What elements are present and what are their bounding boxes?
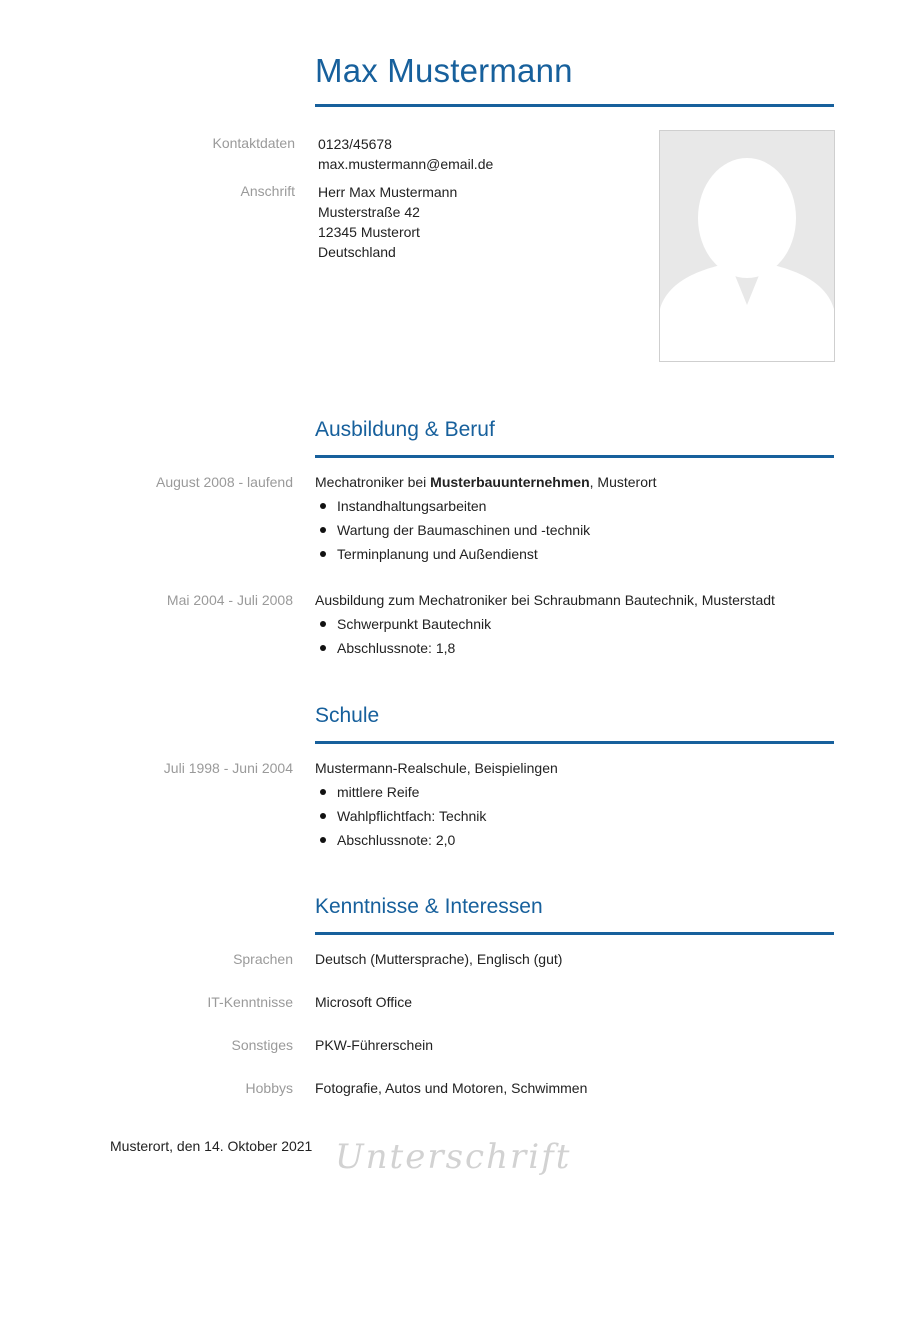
profile-photo-placeholder [659, 130, 835, 362]
phone-number: 0123/45678 [318, 136, 392, 152]
section-title-skills: Kenntnisse & Interessen [315, 895, 543, 918]
section-divider [315, 455, 834, 458]
bullet-item: Schwerpunkt Bautechnik [315, 612, 491, 636]
address-line: 12345 Musterort [318, 224, 420, 240]
signature: Unterschrift [335, 1137, 572, 1177]
section-divider [315, 932, 834, 935]
entry-bullets [315, 494, 590, 566]
bullet-item: mittlere Reife [315, 780, 486, 804]
section-divider [315, 741, 834, 744]
section-title-career: Ausbildung & Beruf [315, 418, 495, 441]
entry-date: Mai 2004 - Juli 2008 [166, 592, 293, 608]
skill-label: IT-Kenntnisse [207, 994, 293, 1010]
bullet-item: Wartung der Baumaschinen und -technik [315, 518, 590, 542]
skill-label: Sonstiges [231, 1037, 293, 1053]
address-line: Musterstraße 42 [318, 204, 420, 220]
section-title-school: Schule [315, 704, 380, 727]
entry-bullets [315, 780, 486, 852]
address-label: Anschrift [240, 183, 295, 199]
contact-label: Kontaktdaten [212, 135, 295, 151]
bullet-item: Instandhaltungsarbeiten [315, 494, 590, 518]
bullet-item: Terminplanung und Außendienst [315, 542, 590, 566]
address-line: Herr Max Mustermann [318, 184, 458, 200]
bullet-item: Abschlussnote: 1,8 [315, 636, 491, 660]
contact-block [318, 134, 493, 174]
place-date: Musterort, den 14. Oktober 2021 [110, 1138, 313, 1154]
company-name: Musterbauunternehmen [430, 474, 590, 490]
skill-label: Hobbys [245, 1080, 293, 1096]
entry-title: Mustermann-Realschule, Beispielingen [315, 760, 558, 776]
name-divider [315, 104, 834, 107]
address-block [318, 182, 457, 262]
address-line: Deutschland [318, 244, 396, 260]
entry-title: Mechatroniker bei Musterbauunternehmen, Musterort [315, 474, 657, 490]
entry-bullets [315, 612, 491, 660]
bullet-item: Abschlussnote: 2,0 [315, 828, 486, 852]
skill-label: Sprachen [233, 951, 293, 967]
entry-date: August 2008 - laufend [156, 474, 293, 490]
entry-date: Juli 1998 - Juni 2004 [163, 760, 293, 776]
bullet-item: Wahlpflichtfach: Technik [315, 804, 486, 828]
skill-value: Deutsch (Muttersprache), Englisch (gut) [315, 951, 563, 967]
skill-value: PKW-Führerschein [315, 1037, 434, 1053]
skill-value: Microsoft Office [315, 994, 412, 1010]
skill-value: Fotografie, Autos und Motoren, Schwimmen [315, 1080, 588, 1096]
email-address: max.mustermann@email.de [318, 156, 494, 172]
entry-title: Ausbildung zum Mechatroniker bei Schraubmann Bautechnik, Musterstadt [315, 592, 775, 608]
person-silhouette-icon [660, 131, 834, 361]
cv-name: Max Mustermann [315, 52, 573, 89]
